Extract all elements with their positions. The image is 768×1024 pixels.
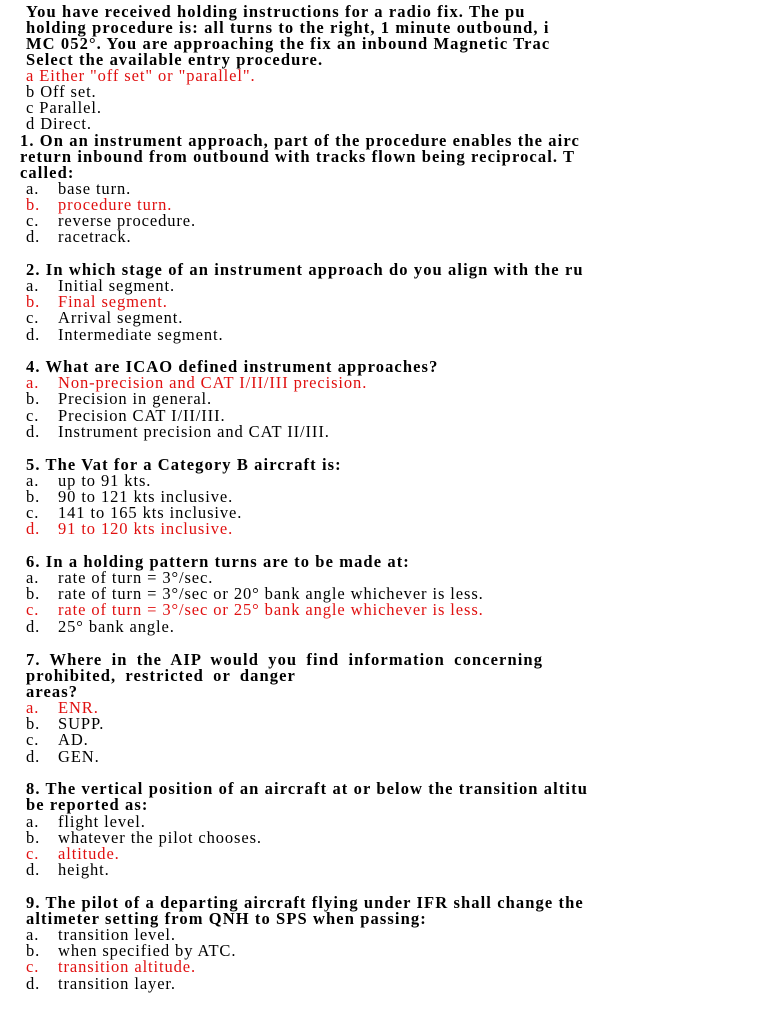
question-7-line-3: areas? (26, 682, 79, 701)
answer-option-correct (26, 959, 196, 975)
option-key: a. (26, 276, 40, 295)
option-key: a. (26, 925, 40, 944)
option-key: c (26, 98, 35, 117)
option-text: reverse procedure. (58, 211, 197, 230)
option-text: height. (58, 860, 110, 879)
option-text: altitude. (58, 844, 120, 863)
question-7-line-1: 7. Where in the AIP would you find information concerning (26, 650, 544, 669)
option-text: Either "off set" or "parallel". (39, 66, 256, 85)
option-text: rate of turn = 3°/sec or 20° bank angle whichever is less. (58, 584, 484, 603)
option-text: Final segment. (58, 292, 168, 311)
answer-option (26, 424, 330, 440)
option-key: c. (26, 730, 40, 749)
question-0-line-1: You have received holding instructions for a radio fix. The pu (26, 2, 526, 21)
option-key: a. (26, 179, 40, 198)
option-text: up to 91 kts. (58, 471, 152, 490)
option-key: a. (26, 471, 40, 490)
option-key: d. (26, 422, 41, 441)
option-text: SUPP. (58, 714, 105, 733)
option-key: c. (26, 600, 40, 619)
option-key: b. (26, 195, 41, 214)
option-key: b (26, 82, 36, 101)
option-key: c. (26, 503, 40, 522)
option-key: c. (26, 406, 40, 425)
question-5-line-1: 5. The Vat for a Category B aircraft is: (26, 455, 342, 474)
answer-option-correct (26, 602, 484, 618)
option-text: 25° bank angle. (58, 617, 175, 636)
option-key: a. (26, 698, 40, 717)
option-text: transition altitude. (58, 957, 197, 976)
question-2-line-1: 2. In which stage of an instrument approach do you align with the ru (26, 260, 584, 279)
option-text: rate of turn = 3°/sec. (58, 568, 214, 587)
option-key: d. (26, 974, 41, 993)
option-key: d. (26, 860, 41, 879)
option-text: transition level. (58, 925, 176, 944)
option-text: transition layer. (58, 974, 176, 993)
option-key: a. (26, 812, 40, 831)
answer-option (26, 116, 92, 132)
option-text: 90 to 121 kts inclusive. (58, 487, 234, 506)
answer-option (26, 327, 224, 343)
option-text: 91 to 120 kts inclusive. (58, 519, 234, 538)
answer-option (26, 976, 176, 992)
option-key: d. (26, 747, 41, 766)
option-text: procedure turn. (58, 195, 173, 214)
option-key: c. (26, 844, 40, 863)
question-7-line-2: prohibited, restricted or danger (26, 666, 296, 685)
option-text: GEN. (58, 747, 100, 766)
option-key: c. (26, 211, 40, 230)
option-key: b. (26, 389, 41, 408)
option-text: Initial segment. (58, 276, 176, 295)
option-text: racetrack. (58, 227, 132, 246)
question-1-line-1: 1. On an instrument approach, part of the procedure enables the airc (20, 131, 580, 150)
option-key: d. (26, 519, 41, 538)
option-key: a (26, 66, 35, 85)
answer-option (26, 862, 110, 878)
option-key: c. (26, 308, 40, 327)
option-key: b. (26, 584, 41, 603)
option-key: c. (26, 957, 40, 976)
question-0-line-2: holding procedure is: all turns to the right, 1 minute outbound, i (26, 18, 550, 37)
answer-option (26, 749, 100, 765)
option-text: 141 to 165 kts inclusive. (58, 503, 243, 522)
question-6-line-1: 6. In a holding pattern turns are to be made at: (26, 552, 410, 571)
question-9-line-1: 9. The pilot of a departing aircraft flying under IFR shall change the (26, 893, 584, 912)
question-8-line-2: be reported as: (26, 795, 149, 814)
question-1-line-2: return inbound from outbound with tracks flown being reciprocal. T (20, 147, 576, 166)
question-0-line-4: Select the available entry procedure. (26, 50, 324, 69)
option-text: rate of turn = 3°/sec or 25° bank angle whichever is less. (58, 600, 484, 619)
question-4-line-1: 4. What are ICAO defined instrument approaches? (26, 357, 439, 376)
option-key: b. (26, 714, 41, 733)
option-key: a. (26, 568, 40, 587)
answer-option (26, 391, 212, 407)
option-key: b. (26, 292, 41, 311)
option-key: d. (26, 325, 41, 344)
option-text: Precision CAT I/II/III. (58, 406, 226, 425)
answer-option (26, 619, 175, 635)
option-key: d (26, 114, 36, 133)
option-text: Non-precision and CAT I/II/III precision. (58, 373, 368, 392)
question-1-line-3: called: (20, 163, 75, 182)
option-text: base turn. (58, 179, 132, 198)
option-text: when specified by ATC. (58, 941, 237, 960)
option-text: Instrument precision and CAT II/III. (58, 422, 330, 441)
option-text: Arrival segment. (58, 308, 184, 327)
option-text: Precision in general. (58, 389, 213, 408)
option-text: flight level. (58, 812, 146, 831)
answer-option (26, 310, 183, 326)
option-text: ENR. (58, 698, 99, 717)
option-text: Parallel. (39, 98, 102, 117)
question-8-line-1: 8. The vertical position of an aircraft at or below the transition altitu (26, 779, 588, 798)
option-key: a. (26, 373, 40, 392)
option-text: Intermediate segment. (58, 325, 224, 344)
answer-option (26, 732, 89, 748)
option-text: whatever the pilot chooses. (58, 828, 262, 847)
option-text: AD. (58, 730, 89, 749)
question-9-line-2: altimeter setting from QNH to SPS when passing: (26, 909, 427, 928)
option-key: d. (26, 227, 41, 246)
answer-option-correct (26, 521, 233, 537)
option-key: b. (26, 487, 41, 506)
answer-option (26, 229, 132, 245)
option-key: b. (26, 828, 41, 847)
question-0-line-3: MC 052°. You are approaching the fix an inbound Magnetic Trac (26, 34, 551, 53)
option-text: Off set. (40, 82, 97, 101)
option-text: Direct. (40, 114, 92, 133)
option-key: b. (26, 941, 41, 960)
option-key: d. (26, 617, 41, 636)
